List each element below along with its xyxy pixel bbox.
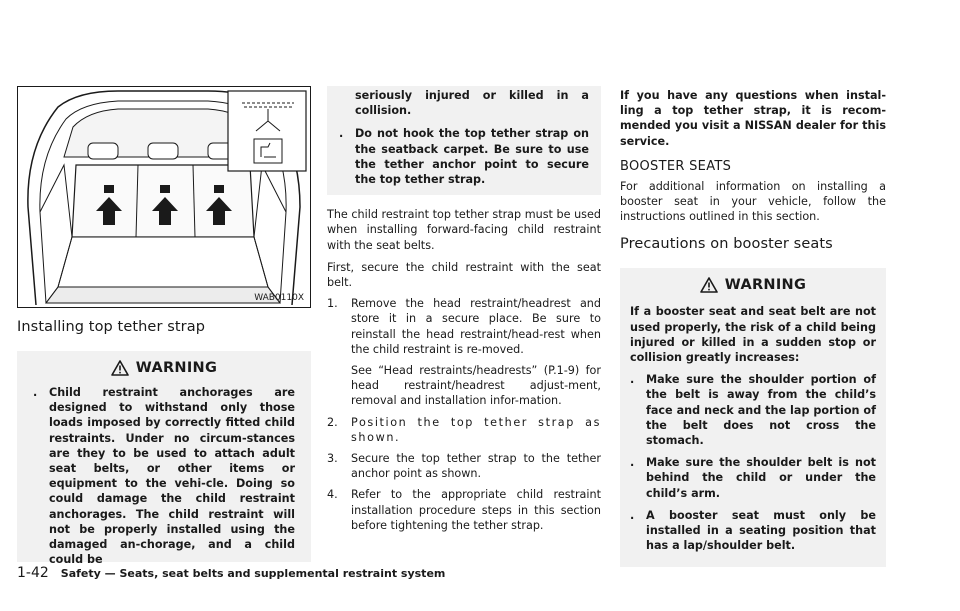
column-3 [620,88,886,567]
section-heading-precautions: Precautions on booster seats [620,236,833,253]
paragraph: First, secure the child restraint with the seat belt. [327,260,601,290]
warning-box-1 [17,351,311,567]
cargo-area-drawing [18,87,310,307]
warning-bullet: . Make sure the shoulder portion of the belt is away from the child’s face and neck and the lap portion of the belt does not cross the stomach. [620,365,886,448]
page-footer [17,565,445,581]
warning-triangle-icon [700,277,718,293]
step-item: 3. Secure the top tether strap to the tether anchor point as shown. [327,452,601,481]
warning-bullet-continued-text: seriously injured or killed in a collision. [355,89,589,118]
cargo-area-illustration [17,86,311,308]
paragraph: For additional information on installing a booster seat in your vehicle, follow the instructions outlined in this section. [620,179,886,224]
warning-bullet [335,126,589,187]
warning-bullet-continued [335,88,589,118]
warning-bullet-text: Child restraint anchorages are designed to withstand only those loads imposed by correctly fitted child restraints. Under no circum-stances are they to be used to attach adult seat belts, or other items or equipment to the vehi-cle. Doing so could damage the child restraint anchorages. The child restraint will not be properly installed using the damaged an-chorage, and a child could be [49,386,295,567]
figure-code: WAB0110X [254,293,304,303]
column-2 [327,86,601,533]
paragraph: The child restraint top tether strap must be used when installing forward-facing child restraint with the seat belts. [327,208,601,252]
warning-box-1-continued [327,86,601,195]
bullet-mark: . [630,373,635,387]
step-item: 4. Refer to the appropriate child restraint installation procedure steps in this section before tightening the tether strap. [327,488,601,532]
warning-header [17,351,311,385]
warning-bullet: . A booster seat must only be installed in a seating position that has a lap/shoulder belt. [620,501,886,554]
warning-header [620,268,886,302]
warning-box-2 [620,268,886,567]
warning-bullet [17,385,311,567]
bullet-mark: . [33,386,38,399]
step-item: 1. Remove the head restraint/headrest and store it in a secure place. Be sure to reinstall the head restraint/head-rest when the child restraint is re-moved. [327,297,601,356]
bullet-mark: . [630,456,635,470]
section-heading-booster-seats: BOOSTER SEATS [620,158,732,174]
section-heading-top-tether: Installing top tether strap [17,319,206,335]
bullet-mark: . [630,508,635,522]
warning-lead: If a booster seat and seat belt are not used properly, the risk of a child being injured or killed in a sudden stop or collision greatly increases: [630,305,876,365]
warning-triangle-icon [111,360,129,376]
column-1 [17,86,311,567]
bullet-mark: . [339,127,344,141]
warning-bullet-text: Do not hook the top tether strap on the seatback carpet. Be sure to use the tether anchor point to secure the top tether strap. [355,127,589,187]
intro-paragraph: If you have any questions when instal-ling a top tether strap, it is recom-mended you visit a NISSAN dealer for this service. [620,89,886,148]
step-note: See “Head restraints/headrests” (P.1-9) for head restraint/headrest adjust-ment, removal and installation infor-mation. [351,364,601,408]
step-item: 2. Position the top tether strap as shown. [327,415,601,444]
page-number: 1-42 [17,565,49,581]
warning-bullet: . Make sure the shoulder belt is not behind the child or under the child’s arm. [620,448,886,501]
warning-title: WARNING [724,277,807,294]
chapter-title: Safety — Seats, seat belts and supplemental restraint system [60,567,446,580]
steps-list [327,296,601,533]
warning-title: WARNING [135,360,218,376]
